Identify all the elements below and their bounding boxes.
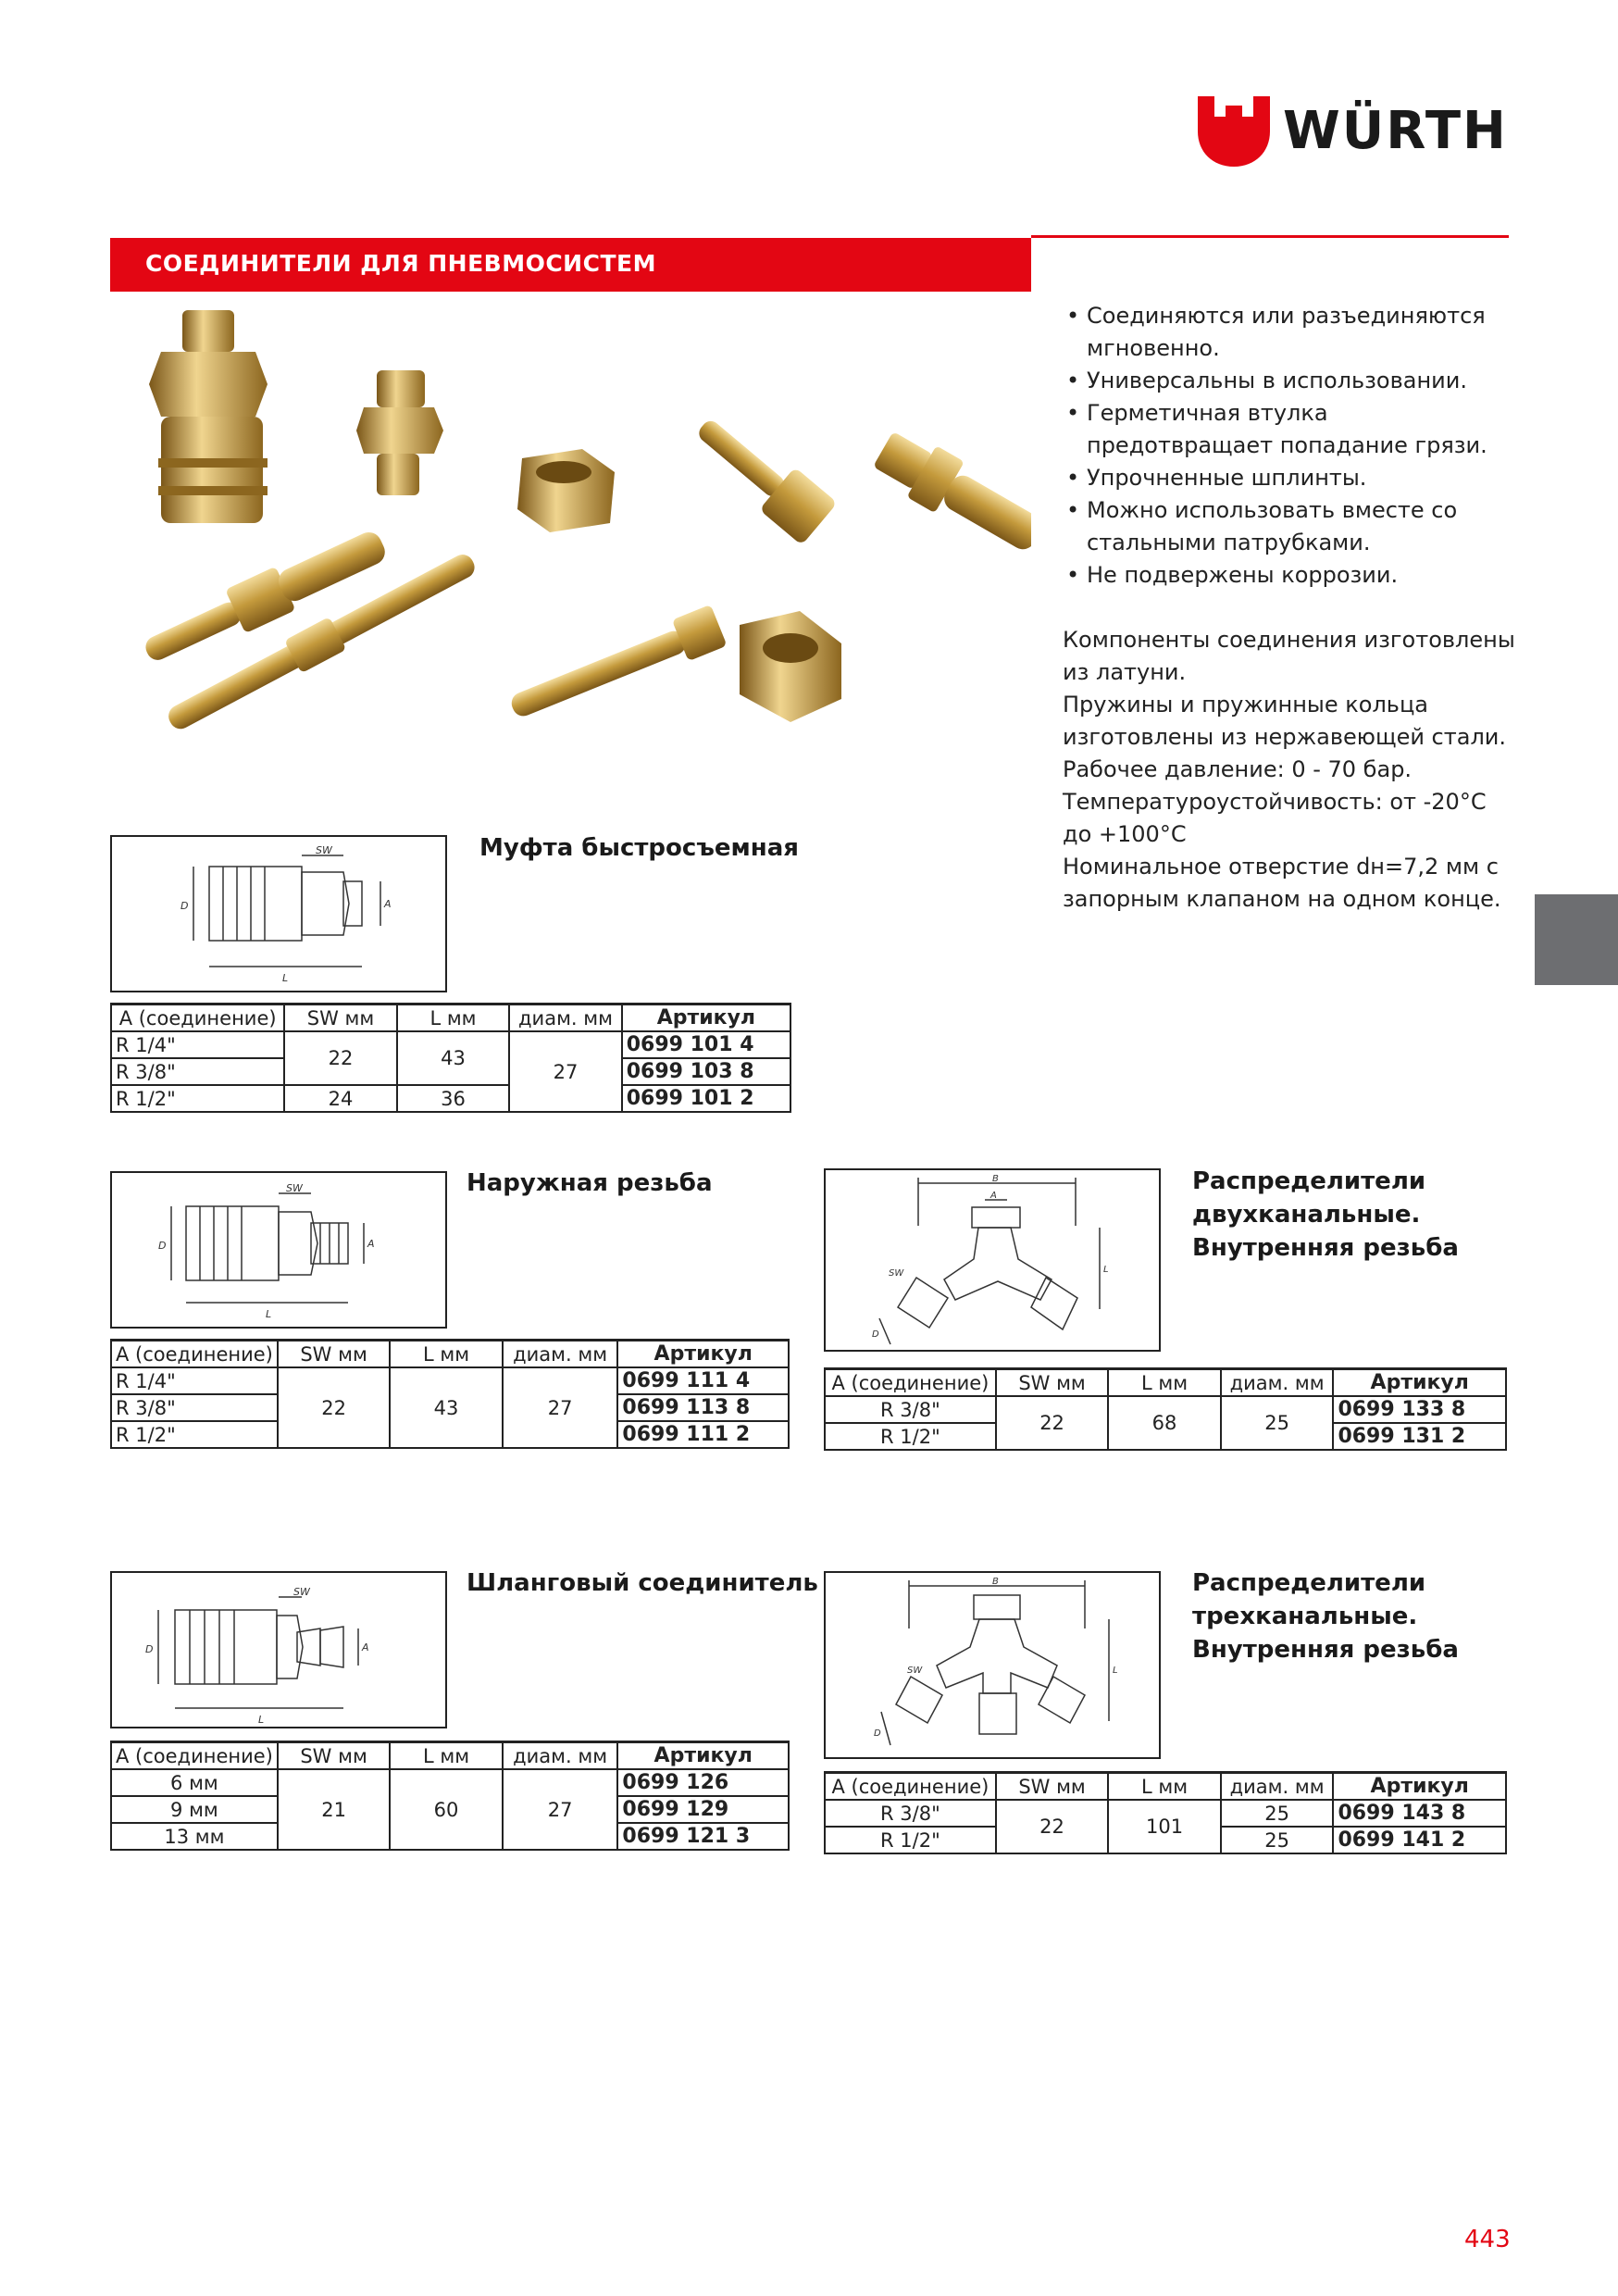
article-cell: 0699 131 2 xyxy=(1333,1423,1506,1450)
description-line: Рабочее давление: 0 - 70 бар. xyxy=(1063,756,1413,782)
header-connection: A (соединение) xyxy=(825,1773,996,1801)
article-cell: 0699 111 4 xyxy=(617,1367,789,1394)
plug-hose-photo xyxy=(137,521,392,674)
hose-connector-drawing-svg xyxy=(112,1573,445,1727)
wurth-logo xyxy=(1198,96,1512,170)
drawing-label-l: L xyxy=(1103,1265,1109,1275)
table-row xyxy=(825,1800,1506,1827)
coupling-drawing-svg xyxy=(112,837,445,991)
drawing-label-sw: SW xyxy=(316,844,332,856)
l-cell: 43 xyxy=(390,1367,502,1448)
drawing-label-d: D xyxy=(158,1240,167,1252)
feature-item: • Упрочненные шплинты. xyxy=(1064,462,1509,494)
table-row xyxy=(111,1367,789,1394)
coupling-title: Муфта быстросъемная xyxy=(479,834,799,862)
connection-cell: 6 мм xyxy=(111,1769,278,1796)
coupling-photo xyxy=(149,310,268,523)
article-cell: 0699 129 xyxy=(617,1796,789,1823)
title-line: Распределители xyxy=(1192,1167,1426,1195)
article-cell: 0699 111 2 xyxy=(617,1421,789,1448)
header-article: Артикул xyxy=(622,1004,790,1032)
description-line: Компоненты соединения изготовлены из латуни. xyxy=(1063,627,1515,685)
article-cell: 0699 143 8 xyxy=(1333,1800,1506,1827)
drawing-label-d: D xyxy=(872,1329,879,1340)
drawing-label-a: A xyxy=(362,1641,369,1653)
header-diam: диам. мм xyxy=(503,1742,618,1770)
header-l: L мм xyxy=(1108,1369,1220,1397)
header-connection: A (соединение) xyxy=(111,1004,284,1032)
page-number: 443 xyxy=(1464,2226,1511,2253)
l-cell: 36 xyxy=(397,1085,509,1112)
sw-cell: 24 xyxy=(284,1085,396,1112)
hose-connector-table xyxy=(110,1741,790,1851)
drawing-label-l: L xyxy=(266,1308,272,1320)
header-rule xyxy=(1031,235,1509,238)
description-line: Пружины и пружинные кольца изготовлены из нержавеющей стали. xyxy=(1063,692,1507,750)
connection-cell: R 1/2" xyxy=(825,1827,996,1853)
drawing-label-sw: SW xyxy=(286,1182,303,1194)
l-cell: 43 xyxy=(397,1031,509,1085)
external-thread-drawing xyxy=(110,1171,447,1329)
header-l: L мм xyxy=(390,1742,502,1770)
header-diam: диам. мм xyxy=(1221,1773,1334,1801)
connection-cell: R 1/2" xyxy=(111,1421,278,1448)
connection-cell: R 3/8" xyxy=(825,1396,996,1423)
header-article: Артикул xyxy=(617,1742,789,1770)
description-line: Номинальное отверстие dн=7,2 мм с запорным клапаном на одном конце. xyxy=(1063,854,1501,912)
header-article: Артикул xyxy=(1333,1773,1506,1801)
drawing-label-b: B xyxy=(992,1577,999,1587)
distributor-two-drawing xyxy=(824,1168,1161,1352)
article-cell: 0699 103 8 xyxy=(622,1058,790,1085)
drawing-label-a: A xyxy=(990,1191,997,1201)
table-row xyxy=(825,1396,1506,1423)
header-l: L мм xyxy=(390,1341,502,1368)
reducer-photo xyxy=(517,449,615,532)
feature-item: • Не подвержены коррозии. xyxy=(1064,559,1509,592)
title-line: Распределители xyxy=(1192,1569,1426,1597)
distributor-two-title xyxy=(1192,1165,1459,1265)
hose-connector-drawing xyxy=(110,1571,447,1728)
header-l: L мм xyxy=(397,1004,509,1032)
section-title-band xyxy=(110,238,1031,292)
header-diam: диам. мм xyxy=(509,1004,621,1032)
hose-tail-long-photo xyxy=(504,605,728,729)
sw-cell: 22 xyxy=(996,1800,1108,1853)
sw-cell: 22 xyxy=(278,1367,390,1448)
diam-cell: 27 xyxy=(503,1367,618,1448)
drawing-label-d: D xyxy=(145,1643,154,1655)
table-row xyxy=(111,1085,790,1112)
wurth-logo-mark-icon xyxy=(1198,96,1270,167)
header-sw: SW мм xyxy=(996,1773,1108,1801)
drawing-label-d: D xyxy=(180,900,189,912)
hose-tail-photo xyxy=(685,405,838,545)
sw-cell: 22 xyxy=(284,1031,396,1085)
diam-cell: 25 xyxy=(1221,1396,1334,1450)
drawing-label-l: L xyxy=(282,972,289,984)
brand-name: WÜRTH xyxy=(1283,101,1508,161)
table-row xyxy=(111,1031,790,1058)
header-connection: A (соединение) xyxy=(111,1742,278,1770)
header-connection: A (соединение) xyxy=(111,1341,278,1368)
external-thread-title: Наружная резьба xyxy=(467,1169,713,1197)
article-cell: 0699 101 2 xyxy=(622,1085,790,1112)
drawing-label-sw: SW xyxy=(907,1666,923,1676)
drawing-label-sw: SW xyxy=(889,1268,904,1279)
product-photo xyxy=(110,296,1031,778)
article-cell: 0699 141 2 xyxy=(1333,1827,1506,1853)
connection-cell: R 3/8" xyxy=(825,1800,996,1827)
sw-cell: 21 xyxy=(278,1769,390,1850)
distributor-three-drawing-svg xyxy=(826,1573,1159,1757)
distributor-three-table xyxy=(824,1771,1507,1854)
connection-cell: R 3/8" xyxy=(111,1058,284,1085)
l-cell: 68 xyxy=(1108,1396,1220,1450)
header-l: L мм xyxy=(1108,1773,1221,1801)
title-line: Внутренняя резьба xyxy=(1192,1636,1459,1664)
title-line: трехканальные. xyxy=(1192,1603,1418,1630)
drawing-label-d: D xyxy=(874,1728,881,1739)
feature-item: • Можно использовать вместе со стальными патрубками. xyxy=(1064,494,1509,559)
drawing-label-l: L xyxy=(1113,1666,1118,1676)
drawing-label-b: B xyxy=(992,1174,999,1184)
header-sw: SW мм xyxy=(278,1742,390,1770)
connection-cell: R 1/2" xyxy=(825,1423,996,1450)
plug-photo xyxy=(868,423,1031,563)
diam-cell: 27 xyxy=(503,1769,618,1850)
title-line: Внутренняя резьба xyxy=(1192,1234,1459,1262)
header-diam: диам. мм xyxy=(503,1341,618,1368)
coupling-table xyxy=(110,1003,791,1113)
diam-cell: 25 xyxy=(1221,1800,1334,1827)
header-sw: SW мм xyxy=(284,1004,396,1032)
table-row xyxy=(111,1769,789,1796)
l-cell: 60 xyxy=(390,1769,502,1850)
description-line: Температуроустойчивость: от -20°C до +100°C xyxy=(1063,789,1487,847)
article-cell: 0699 121 3 xyxy=(617,1823,789,1850)
diam-cell: 25 xyxy=(1221,1827,1334,1853)
drawing-label-a: A xyxy=(367,1238,375,1250)
article-cell: 0699 133 8 xyxy=(1333,1396,1506,1423)
side-tab xyxy=(1535,894,1618,985)
header-article: Артикул xyxy=(617,1341,789,1368)
connection-cell: R 1/4" xyxy=(111,1031,284,1058)
nut-photo xyxy=(740,611,841,722)
header-diam: диам. мм xyxy=(1221,1369,1334,1397)
feature-item: • Соединяются или разъединяются мгновенно. xyxy=(1064,300,1509,365)
connection-cell: 13 мм xyxy=(111,1823,278,1850)
hose-connector-title: Шланговый соединитель xyxy=(467,1569,818,1597)
external-thread-drawing-svg xyxy=(112,1173,445,1327)
sw-cell: 22 xyxy=(996,1396,1108,1450)
description xyxy=(1063,624,1516,916)
article-cell: 0699 113 8 xyxy=(617,1394,789,1421)
drawing-label-sw: SW xyxy=(293,1586,310,1598)
title-line: двухканальные. xyxy=(1192,1201,1421,1229)
distributor-three-drawing xyxy=(824,1571,1161,1759)
header-sw: SW мм xyxy=(996,1369,1108,1397)
diam-cell: 27 xyxy=(509,1031,621,1112)
distributor-two-table xyxy=(824,1367,1507,1451)
connection-cell: R 1/4" xyxy=(111,1367,278,1394)
drawing-label-a: A xyxy=(384,898,392,910)
header-article: Артикул xyxy=(1333,1369,1506,1397)
nipple-photo xyxy=(356,370,443,495)
article-cell: 0699 101 4 xyxy=(622,1031,790,1058)
coupling-drawing xyxy=(110,835,447,992)
external-thread-table xyxy=(110,1339,790,1449)
drawing-label-l: L xyxy=(258,1714,265,1726)
connection-cell: 9 мм xyxy=(111,1796,278,1823)
section-title: СОЕДИНИТЕЛИ ДЛЯ ПНЕВМОСИСТЕМ xyxy=(145,250,656,277)
feature-item: • Герметичная втулка предотвращает попадание грязи. xyxy=(1064,397,1509,462)
distributor-two-drawing-svg xyxy=(826,1170,1159,1350)
connection-cell: R 3/8" xyxy=(111,1394,278,1421)
l-cell: 101 xyxy=(1108,1800,1221,1853)
feature-item: • Универсальны в использовании. xyxy=(1064,365,1509,397)
distributor-three-title xyxy=(1192,1566,1459,1666)
connection-cell: R 1/2" xyxy=(111,1085,284,1112)
header-connection: A (соединение) xyxy=(825,1369,996,1397)
article-cell: 0699 126 xyxy=(617,1769,789,1796)
header-sw: SW мм xyxy=(278,1341,390,1368)
feature-list xyxy=(1064,300,1509,592)
